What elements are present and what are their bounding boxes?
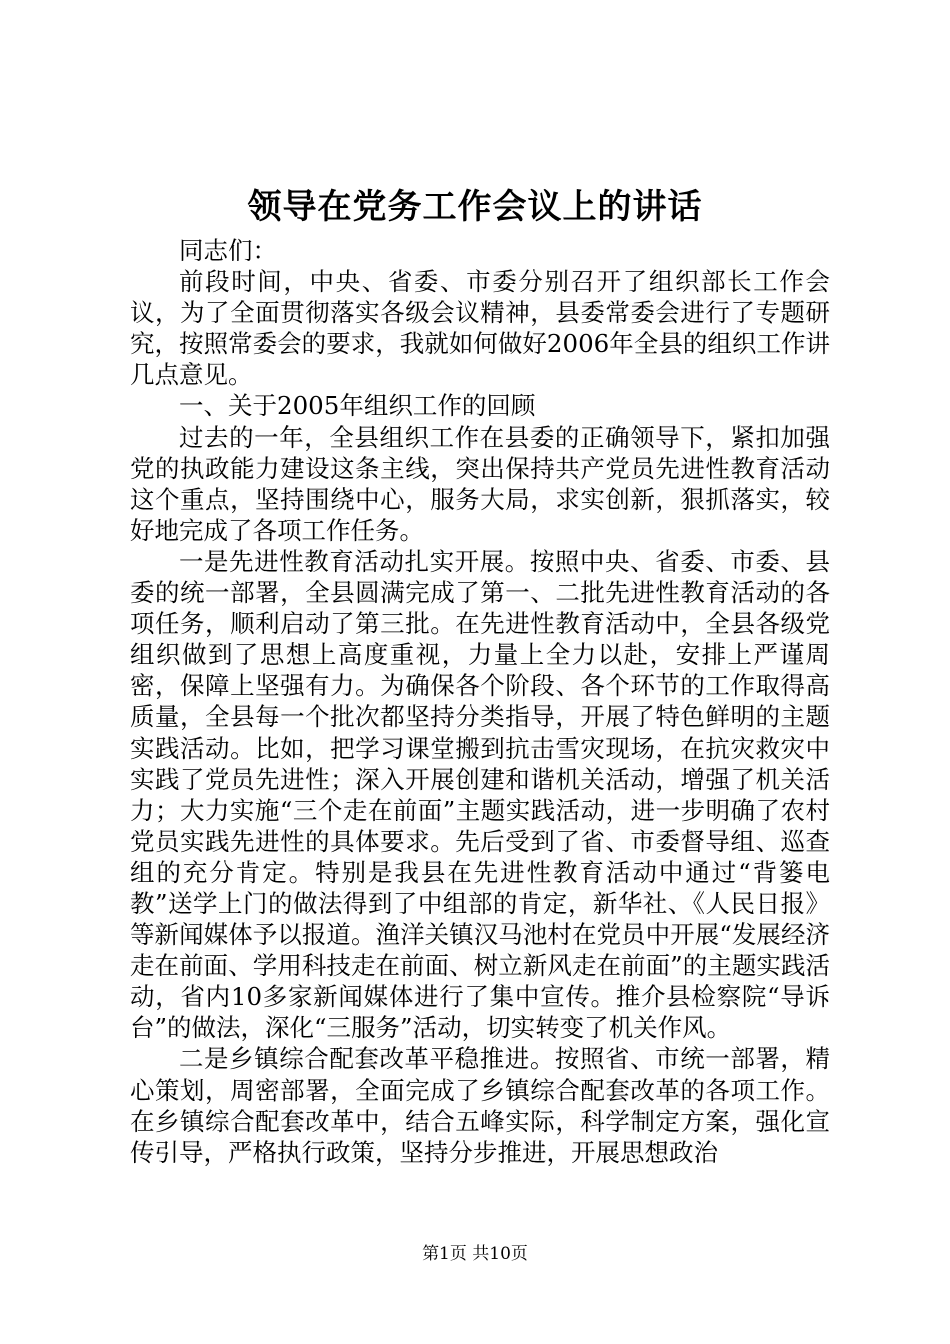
reform-paragraph: 二是乡镇综合配套改革平稳推进。按照省、市统一部署，精心策划，周密部署，全面完成了乡镇综合配套改革的各项工作。在乡镇综合配套改革中，结合五峰实际，科学制定方案，强化宣传引导，严格执行政策，坚持分步推进，开展思想政治 xyxy=(130,1044,830,1167)
document-title: 领导在党务工作会议上的讲话 xyxy=(247,187,703,227)
salutation-paragraph: 同志们： xyxy=(179,236,277,265)
review-paragraph: 过去的一年，全县组织工作在县委的正确领导下，紧扣加强党的执政能力建设这条主线，突出保持共产党员先进性教育活动这个重点，坚持围绕中心，服务大局，求实创新，狠抓落实，较好地完成了各项工作任务。 xyxy=(130,422,830,545)
document-body xyxy=(130,235,830,1168)
intro-paragraph: 前段时间，中央、省委、市委分别召开了组织部长工作会议，为了全面贯彻落实各级会议精神，县委常委会进行了专题研究，按照常委会的要求，我就如何做好2006年全县的组织工作讲几点意见。 xyxy=(130,267,830,390)
page-number-footer: 第1页 共10页 xyxy=(422,1244,528,1264)
section-heading: 一、关于2005年组织工作的回顾 xyxy=(179,391,536,421)
education-paragraph: 一是先进性教育活动扎实开展。按照中央、省委、市委、县委的统一部署，全县圆满完成了第一、二批先进性教育活动的各项任务，顺利启动了第三批。在先进性教育活动中，全县各级党组织做到了思想上高度重视，力量上全力以赴，安排上严谨周密，保障上坚强有力。为确保各个阶段、各个环节的工作取得高质量，全县每一个批次都坚持分类指导，开展了特色鲜明的主题实践活动。比如，把学习课堂搬到抗击雪灾现场，在抗灾救灾中实践了党员先进性；深入开展创建和谐机关活动，增强了机关活力；大力实施“三个走在前面”主题实践活动，进一步明确了农村党员实践先进性的具体要求。先后受到了省、市委督导组、巡查组的充分肯定。特别是我县在先进性教育活动中通过“背篓电教”送学上门的做法得到了中组部的肯定，新华社、《人民日报》等新闻媒体予以报道。渔洋关镇汉马池村在党员中开展“发展经济走在前面、学用科技走在前面、树立新风走在前面”的主题实践活动，省内10多家新闻媒体进行了集中宣传。推介县检察院“导诉台”的做法，深化“三服务”活动，切实转变了机关作风。 xyxy=(130,546,830,1043)
